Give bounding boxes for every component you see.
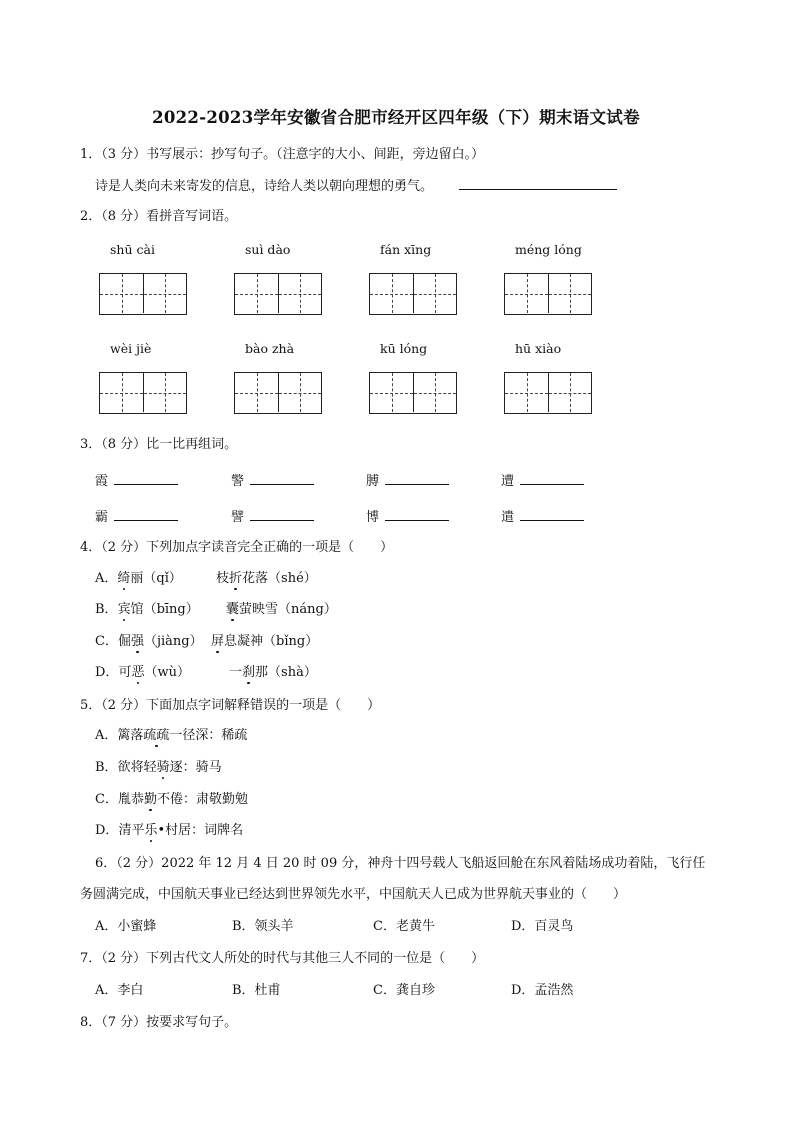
pinyin-label: suì dào <box>245 242 291 257</box>
option-c[interactable]: C．胤恭勤不倦：肃敬勤勉 <box>95 792 248 807</box>
answer-line[interactable] <box>385 472 449 485</box>
pinyin-label: shū cài <box>110 242 155 257</box>
option-d[interactable]: D．可恶（wù） <box>95 665 190 680</box>
option-c-second: 屏息凝神（bǐng） <box>211 634 319 649</box>
option-a[interactable]: A．绮丽（qǐ） <box>95 571 182 586</box>
writing-grid[interactable] <box>99 273 187 315</box>
option-c[interactable]: C．龚自珍 <box>373 983 435 998</box>
compare-item: 博 <box>366 506 449 525</box>
question-5-heading: 5．（2 分）下面加点字词解释错误的一项是（ ） <box>80 698 381 713</box>
answer-line[interactable] <box>520 472 584 485</box>
answer-line[interactable] <box>114 472 178 485</box>
option-b-second: 囊萤映雪（náng） <box>226 602 337 617</box>
question-3-heading: 3．（8 分）比一比再组词。 <box>80 437 238 452</box>
question-6-line1: 6．（2 分）2022 年 12 月 4 日 20 时 09 分，神舟十四号载人飞船返回舱在东风着陆场成功着陆，飞行任 <box>95 856 706 871</box>
writing-grid[interactable] <box>369 273 457 315</box>
writing-grid[interactable] <box>234 372 322 414</box>
question-4-heading: 4．（2 分）下列加点字读音完全正确的一项是（ ） <box>80 540 394 555</box>
option-b[interactable]: B．欲将轻骑逐：骑马 <box>95 760 222 775</box>
question-8-heading: 8．（7 分）按要求写句子。 <box>80 1015 238 1030</box>
option-a[interactable]: A．篱落疏疏一径深：稀疏 <box>95 728 248 743</box>
option-d[interactable]: D．清平乐•村居：词牌名 <box>95 823 244 838</box>
question-1-heading: 1．（3 分）书写展示：抄写句子。（注意字的大小、间距，旁边留白。） <box>80 147 485 162</box>
option-d-second: 一刹那（shà） <box>229 665 317 680</box>
question-6-line2: 务圆满完成，中国航天事业已经达到世界领先水平，中国航天人已成为世界航天事业的（ ） <box>80 887 627 902</box>
question-1-sentence <box>95 177 617 196</box>
writing-grid[interactable] <box>504 372 592 414</box>
compare-item: 警 <box>231 470 314 489</box>
pinyin-label: méng lóng <box>515 242 582 257</box>
option-c[interactable]: C．老黄牛 <box>373 919 435 934</box>
pinyin-label: fán xīng <box>380 242 432 257</box>
pinyin-label: kū lóng <box>380 341 428 356</box>
compare-item: 霞 <box>95 470 178 489</box>
option-a-second: 枝折花落（shé） <box>216 571 317 586</box>
option-a[interactable]: A．小蜜蜂 <box>95 919 157 934</box>
page-title: 2022-2023学年安徽省合肥市经开区四年级（下）期末语文试卷 <box>152 108 640 127</box>
compare-item: 膊 <box>366 470 449 489</box>
sentence-text: 诗是人类向未来寄发的信息，诗给人类以朝向理想的勇气。 <box>95 179 434 194</box>
writing-grid[interactable] <box>369 372 457 414</box>
writing-grid[interactable] <box>504 273 592 315</box>
pinyin-label: hū xiào <box>515 341 562 356</box>
option-b[interactable]: B．宾馆（bīng） <box>95 602 199 617</box>
compare-item: 遭 <box>501 470 584 489</box>
option-a[interactable]: A．李白 <box>95 983 144 998</box>
compare-item: 霸 <box>95 506 178 525</box>
question-7-heading: 7．（2 分）下列古代文人所处的时代与其他三人不同的一位是（ ） <box>80 951 485 966</box>
option-d[interactable]: D．孟浩然 <box>511 983 574 998</box>
compare-item: 譬 <box>231 506 314 525</box>
option-c[interactable]: C．倔强（jiàng） <box>95 634 203 649</box>
answer-line[interactable] <box>114 508 178 521</box>
answer-line[interactable] <box>250 508 314 521</box>
writing-grid[interactable] <box>234 273 322 315</box>
pinyin-label: bào zhà <box>245 341 295 356</box>
answer-line[interactable] <box>385 508 449 521</box>
question-2-heading: 2．（8 分）看拼音写词语。 <box>80 209 238 224</box>
pinyin-label: wèi jiè <box>110 341 152 356</box>
answer-line[interactable] <box>459 177 617 190</box>
option-d[interactable]: D．百灵鸟 <box>511 919 574 934</box>
answer-line[interactable] <box>250 472 314 485</box>
compare-item: 遣 <box>501 506 584 525</box>
option-b[interactable]: B．杜甫 <box>232 983 281 998</box>
answer-line[interactable] <box>520 508 584 521</box>
writing-grid[interactable] <box>99 372 187 414</box>
option-b[interactable]: B．领头羊 <box>232 919 294 934</box>
